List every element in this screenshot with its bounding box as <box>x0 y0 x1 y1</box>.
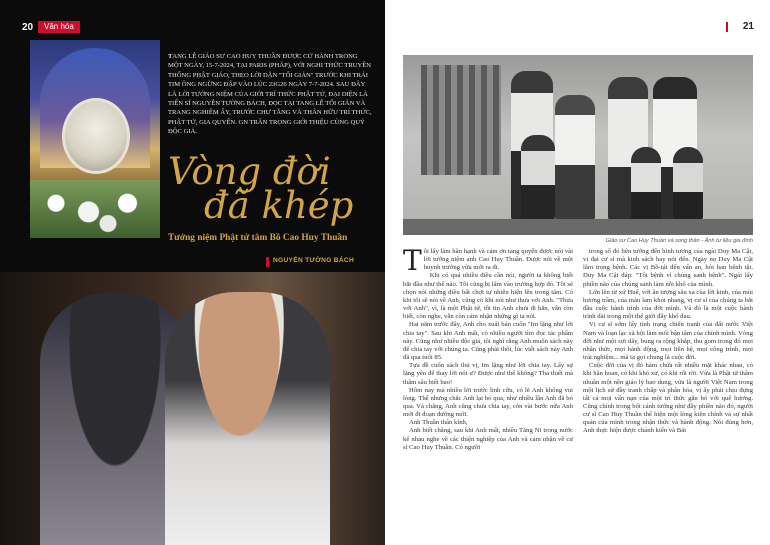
embrace-photo <box>0 272 385 545</box>
balcony-rail <box>403 219 753 235</box>
title-line-1: Vòng đời <box>168 150 331 193</box>
family-member <box>555 95 595 221</box>
body-column-2 <box>583 248 753 436</box>
family-member <box>521 135 555 221</box>
window-shutter <box>421 65 501 175</box>
family-member <box>673 147 703 221</box>
paragraph: ôi lấy làm hân hạnh và cảm ơn tang quyến được nói vài lời tưởng niệm anh Cao Huy Thuần. Được nói về một huynh trưởng vừa mới ra đi. <box>423 248 573 272</box>
paragraph: Anh biết chăng, sau khi Anh mất, nhiều Tăng Ni trong nước kể nhau nghe về các thiện nghiệp của Anh và cảm nhận về cư sĩ Cao Huy Thuần. Có người <box>403 427 573 451</box>
author-accent-bar <box>266 257 269 267</box>
family-member <box>631 147 661 221</box>
embrace-person-right <box>165 292 330 545</box>
family-photo <box>403 55 753 235</box>
paragraph: Lớn lên từ xứ Huế, với ân tượng sâu xa của lời kinh, của mùi hương trầm, của màu lam khói nhang, vị cư sĩ của chúng ta bắt đầu cuộc hành trình của đời mình. Và đó là một cuộc hành trình dài trong một thế giới đầy khổ đau. <box>583 288 753 321</box>
title-line-2: đã khép <box>204 184 354 227</box>
paragraph: Cuộc đời của vị đó hàm chứa rất nhiều mặt khác nhau, có khi hân hoan, có khi khó xử, có khi rối rời. Vừa là Phật tử thâm nhuần một nền giáo lý bao dung, vừa là người Việt Nam trong một lịch sử đầy tranh chấp và phân hóa, vị ấy phải chịu đựng tất cả mọi vấn nạn của một trí thức gắn bó với quê hương. Cũng chính trong bối cảnh tưởng như đầy phiền não đó, người cư sĩ Cao Huy Thuần thể hiện một lòng kiên chính và sự nhất quán của mình trong nhận thức và hành động. Nói đúng hơn, Anh thực hiện được chánh kiến và Bát <box>583 362 753 435</box>
paragraph: Vị cư sĩ sớm lấy tình trạng chiến tranh của đất nước Việt Nam và loạn lạc xã hội làm mối bận tâm của chính mình. Vòng đời như một sợi dây, bung ra rộng khắp, thu gom trong đó mọi nhân thức, mọi hành động, mọi liên hệ, mọi công trình, mọi trải nghiệm... mà ta gọi chung là cuộc đời. <box>583 321 753 362</box>
paragraph: Hai năm trước đây, Anh cho xuất bản cuốn "Im lặng như lời chia tay". Sau khi Anh mất, có nhiều người tìm đọc tác phẩm này. Cũng như nhiều độc giả, tôi nghĩ rằng Anh muốn sách này để chia tay với chúng ta. Cũng phải thôi, lúc viết sách này Anh đã qua tuổi 85. <box>403 321 573 362</box>
right-page <box>385 0 770 545</box>
page-number-left: 20 <box>22 22 34 33</box>
section-tag: Văn hóa <box>38 21 80 33</box>
paragraph: trong số đó liên tưởng đến hình tượng của ngài Duy Ma Cật, vị đại cư sĩ mà kinh sách hay nói đến. Ngày nọ Duy Ma Cật lâm trọng bệnh. Các vị Bồ-tát đến vấn an, hỏi han bệnh tật. Duy Ma Cật đáp: "Tôi bệnh vì chúng sanh bệnh". Ngài lấy phiền não của chúng sanh làm nỗi khổ của mình. <box>583 248 753 288</box>
white-flowers <box>30 180 160 238</box>
article-subtitle: Tưởng niệm Phật tử tâm Bồ Cao Huy Thuần <box>168 233 348 243</box>
photo-caption: Giáo sư Cao Huy Thuần và song thân - Ảnh tư liệu gia đình <box>605 238 753 244</box>
paragraph: Anh Thuần thân kính, <box>409 419 468 427</box>
page-number-accent-bar <box>726 22 728 32</box>
article-intro: TANG LỄ GIÁO SƯ CAO HUY THUẦN ĐƯỢC CỬ HÀNH TRONG MỘT NGÀY, 15-7-2024, TẠI PARIS (PHÁP), VỚI NGHI THỨC TRUYỀN THỐNG PHẬT GIÁO, THEO LỜI DẶN "TỐI GIẢN" TRƯỚC KHI TRÁI TIM ÔNG NGỪNG ĐẬP VÀO LÚC 23G26 NGÀY 7-7-2024. SAU ĐÂY LÀ LỜI TƯỞNG NIỆM CỦA GIỚI TRÍ THỨC PHẬT TỬ, ĐẠI DIỆN LÀ TIẾN SĨ NGUYỄN TƯỜNG BÁCH, ĐỌC TẠI TANG LỄ TỐI GIẢN VÀ TRANG NGHIÊM ẤY, TRƯỚC CHƯ TĂNG VÀ THÂN HỮU TRÍ THỨC, PHẬT TỬ, GIA QUYẾN. GN TRÂN TRỌNG GIỚI THIỆU CÙNG QUÝ ĐỘC GIẢ. <box>168 53 372 136</box>
paragraph: Hôm nay mà nhiều lời trước linh cữu, có lẽ Anh không vui lòng. Thế nhưng chắc Anh lại bỏ qua, như nhiều lần Anh đã bỏ qua. Và chẳng, Anh cũng chưa chia tay, còn vài bước nữa Anh mới đi đoạn đường mới. <box>403 386 573 419</box>
article-author: NGUYỄN TƯỜNG BÁCH <box>273 257 355 264</box>
paragraph: Tựa đề cuốn sách thú vị, Im lặng như lời chia tay. Lấy sự lặng yên để thay lời nói ư? Được như thế không? Tha thiết mà thâm sâu biết bao! <box>403 362 573 386</box>
page-number-right: 21 <box>742 21 754 32</box>
left-page-header <box>0 0 385 36</box>
body-column-1 <box>403 244 573 452</box>
article-title <box>168 150 383 227</box>
drop-cap: T <box>403 244 422 277</box>
memorial-altar-photo <box>30 40 160 238</box>
paragraph: Khi có quá nhiều điều cần nói, người ta không biết bắt đầu như thế nào. Tôi cũng bị lâm vào trường hợp đó. Tôi sẽ chọn nói những điều bất chợt tự nhiên hiện lên trong tâm. Có khi tôi sẽ nói về Anh, cũng có khi nói như thưa với Anh. "Thưa với Anh", vì, là một Phật tử, tôi tin Anh chưa đi hẳn, vẫn còn biết, còn nghe, vẫn còn cảm nhận những gì ta nói. <box>403 272 573 321</box>
memorial-portrait <box>62 98 130 174</box>
